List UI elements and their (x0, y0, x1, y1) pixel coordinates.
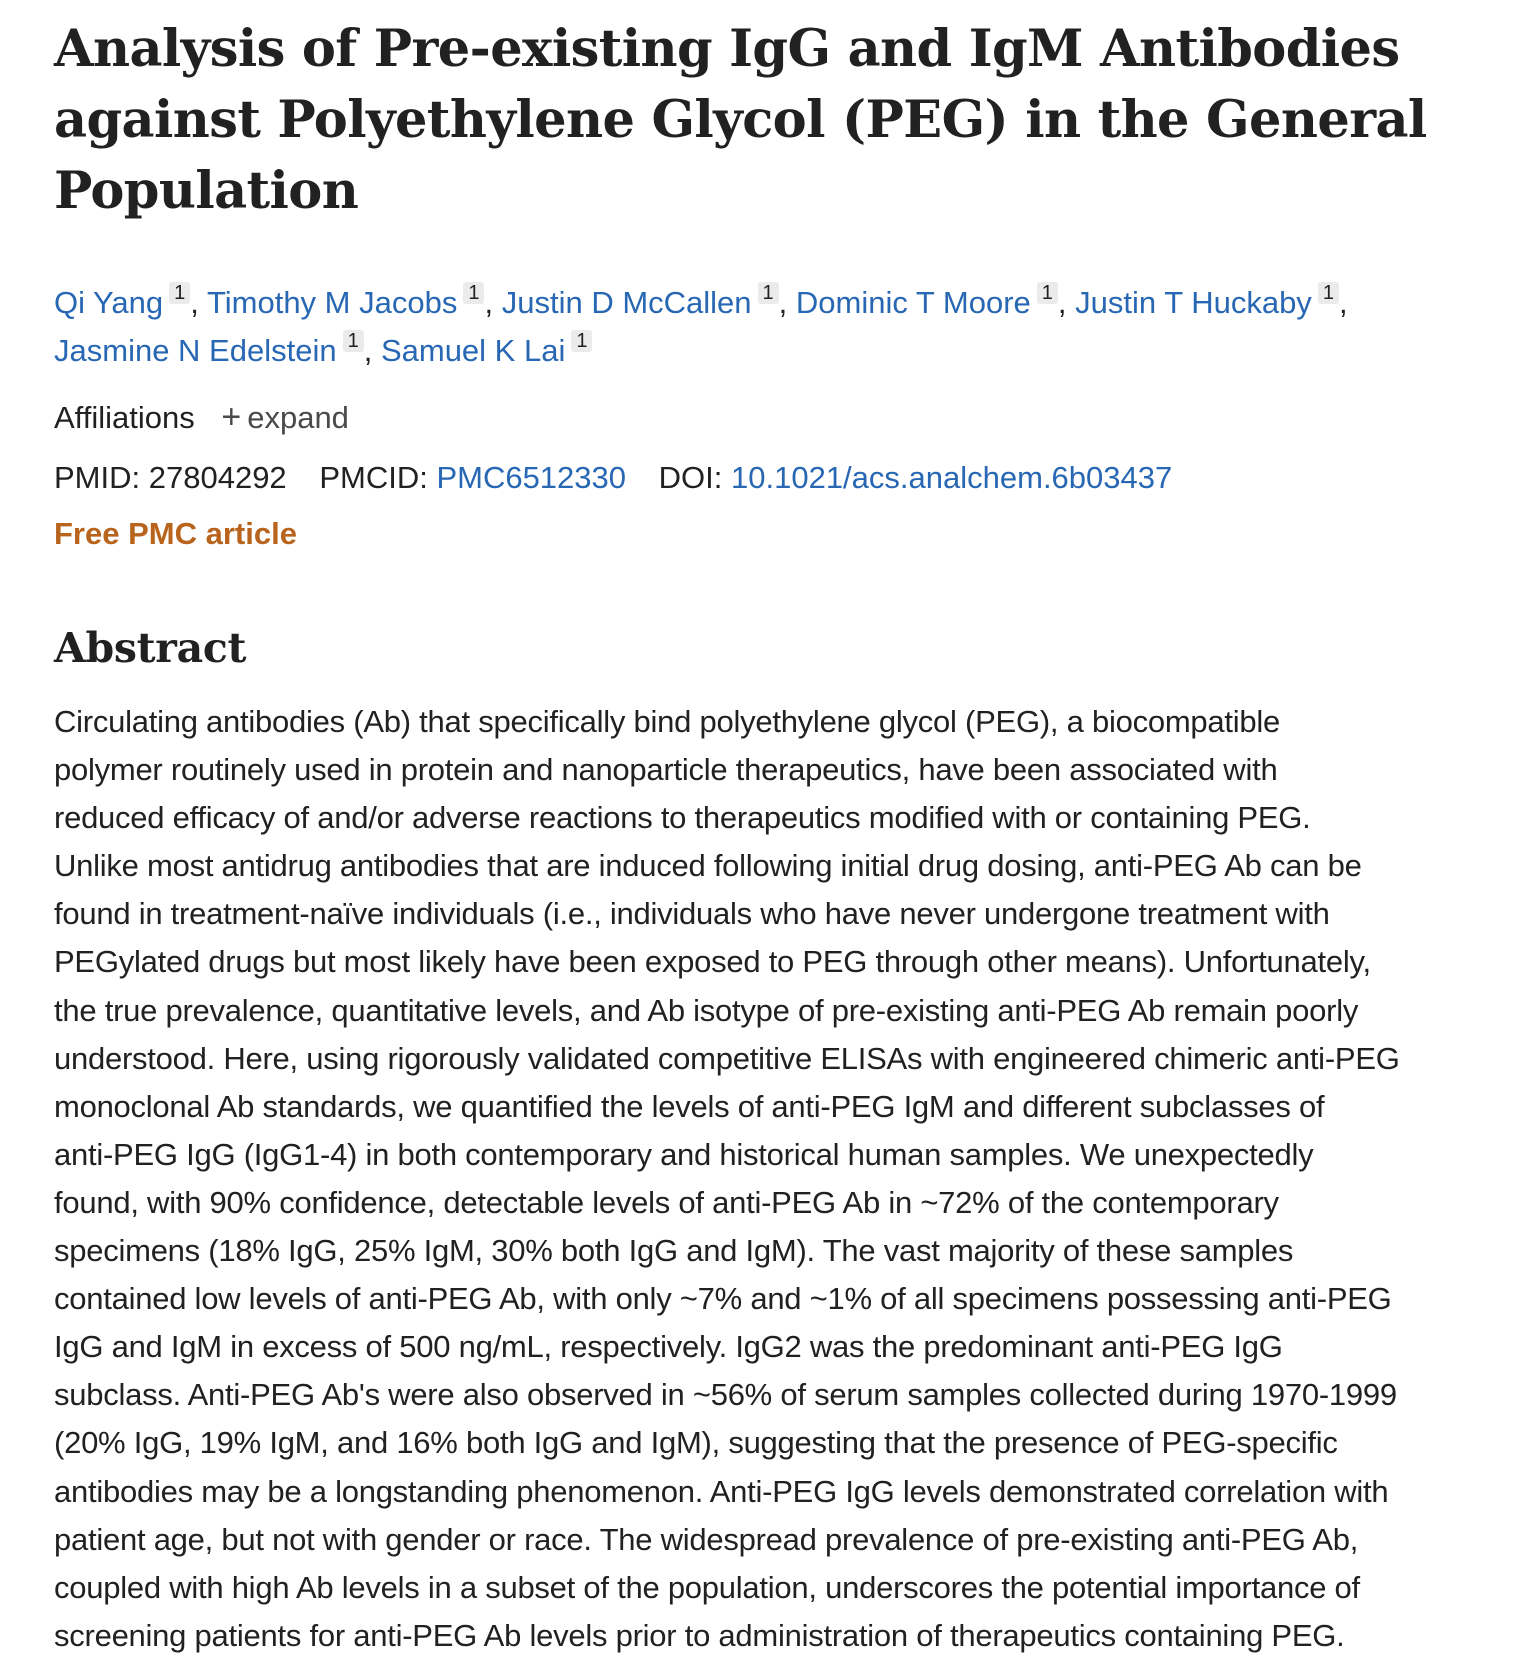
author-list (54, 279, 1474, 375)
abstract-line: found in treatment-naïve individuals (i.e., individuals who have never undergone treatment with (54, 896, 1330, 932)
abstract-line: coupled with high Ab levels in a subset of the population, underscores the potential importance of (54, 1569, 1360, 1605)
pmcid-group (319, 458, 626, 498)
abstract-line: PEGylated drugs but most likely have been exposed to PEG through other means). Unfortunately, (54, 944, 1371, 980)
abstract-line: patient age, but not with gender or race. The widespread prevalence of pre-existing anti-PEG Ab, (54, 1521, 1359, 1557)
abstract-line: polymer routinely used in protein and nanoparticle therapeutics, have been associated with (54, 752, 1278, 788)
abstract-line: (20% IgG, 19% IgM, and 16% both IgG and IgM), suggesting that the presence of PEG-specific (54, 1425, 1338, 1461)
title-line: Analysis of Pre-existing IgG and IgM Antibodies (54, 19, 1400, 79)
abstract-line: specimens (18% IgG, 25% IgM, 30% both IgG and IgM). The vast majority of these samples (54, 1233, 1294, 1269)
affiliation-ref-button[interactable]: 1 (343, 330, 364, 352)
affiliation-ref-button[interactable]: 1 (463, 282, 484, 304)
abstract-line: IgG and IgM in excess of 500 ng/mL, respectively. IgG2 was the predominant anti-PEG IgG (54, 1329, 1283, 1365)
author-item (54, 330, 373, 368)
abstract-line: the true prevalence, quantitative levels, and Ab isotype of pre-existing anti-PEG Ab remain poorly (54, 992, 1359, 1028)
author-link[interactable]: Dominic T Moore (795, 285, 1031, 320)
doi-group (659, 458, 1173, 498)
author-link[interactable]: Samuel K Lai (380, 333, 566, 368)
abstract-line: anti-PEG IgG (IgG1-4) in both contemporary and historical human samples. We unexpectedly (54, 1136, 1314, 1172)
doi-label: DOI: (658, 460, 723, 495)
abstract-line: Circulating antibodies (Ab) that specifically bind polyethylene glycol (PEG), a biocompatible (54, 704, 1280, 739)
author-item (795, 282, 1067, 320)
author-separator: , (778, 285, 788, 320)
abstract-text (54, 698, 1494, 1660)
author-item (54, 282, 199, 320)
pmcid-label: PMCID: (319, 460, 428, 495)
abstract-heading: Abstract (54, 624, 247, 672)
affiliations-expand-button[interactable] (221, 400, 349, 435)
affiliations-row (54, 397, 1494, 438)
affiliation-ref-button[interactable]: 1 (1037, 282, 1058, 304)
article-identifiers (54, 458, 1494, 498)
pmid-group (54, 458, 287, 498)
author-link[interactable]: Justin T Huckaby (1075, 285, 1312, 320)
author-separator: , (363, 333, 373, 368)
author-separator: , (484, 285, 494, 320)
author-link[interactable]: Timothy M Jacobs (206, 285, 458, 320)
pmid-value: 27804292 (148, 460, 287, 495)
author-link[interactable]: Justin D McCallen (501, 285, 752, 320)
abstract-line: subclass. Anti-PEG Ab's were also observed in ~56% of serum samples collected during 1970-1999 (54, 1377, 1397, 1413)
author-separator: , (1057, 285, 1067, 320)
abstract-line: Unlike most antidrug antibodies that are induced following initial drug dosing, anti-PEG Ab can be (54, 848, 1362, 884)
author-item (380, 330, 593, 368)
free-pmc-article-link[interactable]: Free PMC article (54, 516, 297, 551)
author-item (206, 282, 494, 320)
abstract-line: screening patients for anti-PEG Ab levels prior to administration of therapeutics containing PEG. (54, 1617, 1345, 1653)
expand-label: expand (247, 400, 349, 435)
author-separator: , (1338, 285, 1348, 320)
pmcid-link[interactable]: PMC6512330 (436, 460, 627, 495)
author-item (1075, 282, 1348, 320)
plus-icon: + (221, 398, 242, 436)
title-line: Population (54, 161, 359, 221)
affiliation-ref-button[interactable]: 1 (1318, 282, 1339, 304)
affiliation-ref-button[interactable]: 1 (169, 282, 190, 304)
abstract-line: antibodies may be a longstanding phenomenon. Anti-PEG IgG levels demonstrated correlation with (54, 1473, 1389, 1509)
abstract-line: found, with 90% confidence, detectable levels of anti-PEG Ab in ~72% of the contemporary (54, 1184, 1279, 1220)
author-link[interactable]: Jasmine N Edelstein (54, 333, 337, 368)
author-link[interactable]: Qi Yang (54, 285, 164, 320)
abstract-line: contained low levels of anti-PEG Ab, with only ~7% and ~1% of all specimens possessing anti-PEG (54, 1281, 1392, 1317)
author-item (501, 282, 788, 320)
abstract-line: monoclonal Ab standards, we quantified the levels of anti-PEG IgM and different subclasses of (54, 1088, 1325, 1124)
abstract-line: reduced efficacy of and/or adverse reactions to therapeutics modified with or containing PEG. (54, 800, 1311, 836)
affiliation-ref-button[interactable]: 1 (571, 330, 592, 352)
doi-link[interactable]: 10.1021/acs.analchem.6b03437 (731, 460, 1173, 495)
article-title (54, 14, 1474, 227)
abstract-line: understood. Here, using rigorously validated competitive ELISAs with engineered chimeric anti-PEG (54, 1040, 1400, 1076)
affiliations-label: Affiliations (54, 400, 195, 435)
article-page (54, 0, 1494, 1660)
affiliation-ref-button[interactable]: 1 (758, 282, 779, 304)
author-separator: , (190, 285, 199, 320)
pmid-label: PMID: (54, 460, 141, 495)
title-line: against Polyethylene Glycol (PEG) in the General (54, 90, 1427, 150)
